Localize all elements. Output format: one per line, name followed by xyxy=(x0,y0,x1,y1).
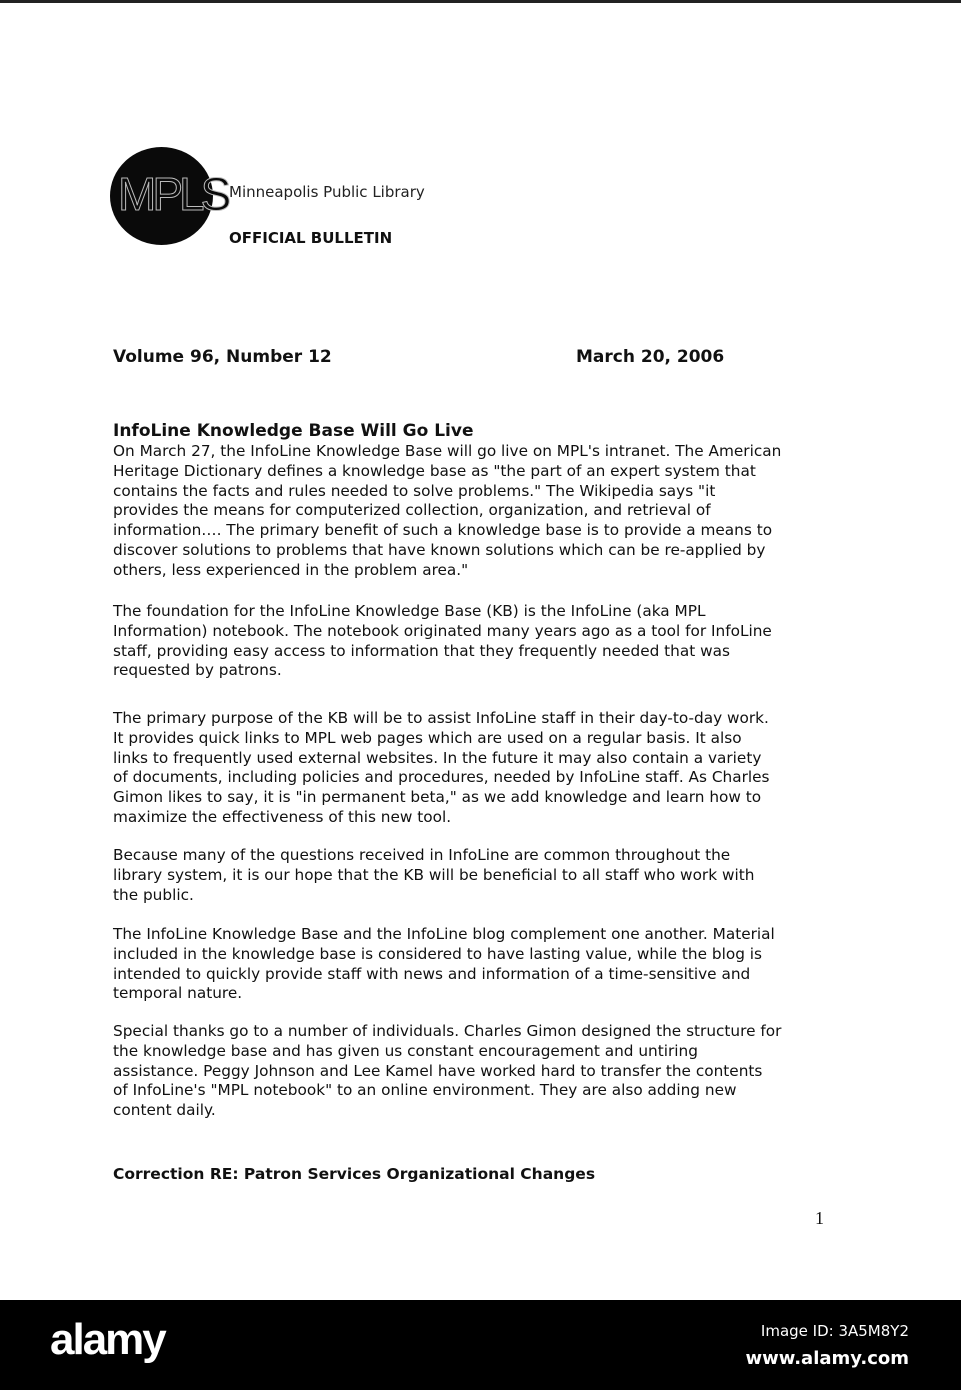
issue-date: March 20, 2006 xyxy=(576,347,725,367)
paragraph-line: Information) notebook. The notebook originated many years ago as a tool for InfoLine xyxy=(113,621,772,640)
paragraph-line: The foundation for the InfoLine Knowledge Base (KB) is the InfoLine (aka MPL xyxy=(113,602,706,620)
paragraph-line: discover solutions to problems that have known solutions which can be re-applied by xyxy=(113,540,766,559)
paragraph-line: of InfoLine's "MPL notebook" to an online environment. They are also adding new xyxy=(113,1081,737,1100)
paragraph-line: temporal nature. xyxy=(113,984,243,1003)
article-paragraph xyxy=(113,602,772,681)
mpl-logo xyxy=(110,147,228,245)
paragraph-line: intended to quickly provide staff with news and information of a time-sensitive and xyxy=(113,964,751,983)
paragraph-line: maximize the effectiveness of this new tool. xyxy=(113,807,452,826)
paragraph-line: others, less experienced in the problem area." xyxy=(113,560,469,579)
paragraph-line: links to frequently used external websites. In the future it may also contain a variety xyxy=(113,748,762,767)
article-paragraph xyxy=(113,925,775,1004)
paragraph-line: information…. The primary benefit of such a knowledge base is to provide a means to xyxy=(113,521,773,540)
paragraph-line: staff, providing easy access to information that they frequently needed that was xyxy=(113,641,730,660)
bulletin-title: OFFICIAL BULLETIN xyxy=(229,229,393,247)
paragraph-line: the knowledge base and has given us constant encouragement and untiring xyxy=(113,1041,698,1060)
paragraph-line: The InfoLine Knowledge Base and the InfoLine blog complement one another. Material xyxy=(113,925,775,943)
watermark-bar xyxy=(0,1300,961,1390)
article-paragraph xyxy=(113,442,781,581)
article-paragraph xyxy=(113,709,770,828)
paragraph-line: included in the knowledge base is considered to have lasting value, while the blog is xyxy=(113,944,762,963)
paragraph-line: library system, it is our hope that the KB will be beneficial to all staff who work with xyxy=(113,865,755,884)
volume-number: Volume 96, Number 12 xyxy=(113,347,332,367)
paragraph-line: the public. xyxy=(113,885,194,904)
page-number: 1 xyxy=(815,1208,824,1228)
alamy-logo: alamy xyxy=(50,1315,165,1364)
paragraph-line: requested by patrons. xyxy=(113,661,282,680)
paragraph-line: On March 27, the InfoLine Knowledge Base will go live on MPL's intranet. The American xyxy=(113,442,782,460)
logo-text: MPLS xyxy=(118,168,228,220)
paragraph-line: Gimon likes to say, it is "in permanent beta," as we add knowledge and learn how to xyxy=(113,788,762,807)
correction-heading: Correction RE: Patron Services Organizational Changes xyxy=(113,1165,596,1183)
paragraph-line: It provides quick links to MPL web pages which are used on a regular basis. It also xyxy=(113,728,742,747)
article-paragraph xyxy=(113,846,754,905)
paragraph-line: provides the means for computerized collection, organization, and retrieval of xyxy=(113,501,711,520)
image-id: Image ID: 3A5M8Y2 xyxy=(760,1322,909,1340)
scan-edge-line xyxy=(0,0,961,3)
paragraph-line: contains the facts and rules needed to solve problems." The Wikipedia says "it xyxy=(113,481,716,500)
paragraph-line: assistance. Peggy Johnson and Lee Kamel have worked hard to transfer the contents xyxy=(113,1061,763,1080)
organization-name: Minneapolis Public Library xyxy=(229,183,425,201)
paragraph-line: Special thanks go to a number of individuals. Charles Gimon designed the structure for xyxy=(113,1022,782,1040)
watermark-url: www.alamy.com xyxy=(745,1348,909,1369)
article-title: InfoLine Knowledge Base Will Go Live xyxy=(113,421,474,441)
paragraph-line: The primary purpose of the KB will be to assist InfoLine staff in their day-to-day work. xyxy=(113,709,769,727)
article-paragraph xyxy=(113,1022,781,1121)
paragraph-line: content daily. xyxy=(113,1101,216,1120)
paragraph-line: Because many of the questions received in InfoLine are common throughout the xyxy=(113,846,731,864)
paragraph-line: Heritage Dictionary defines a knowledge base as "the part of an expert system that xyxy=(113,461,756,480)
paragraph-line: of documents, including policies and procedures, needed by InfoLine staff. As Charles xyxy=(113,768,770,787)
